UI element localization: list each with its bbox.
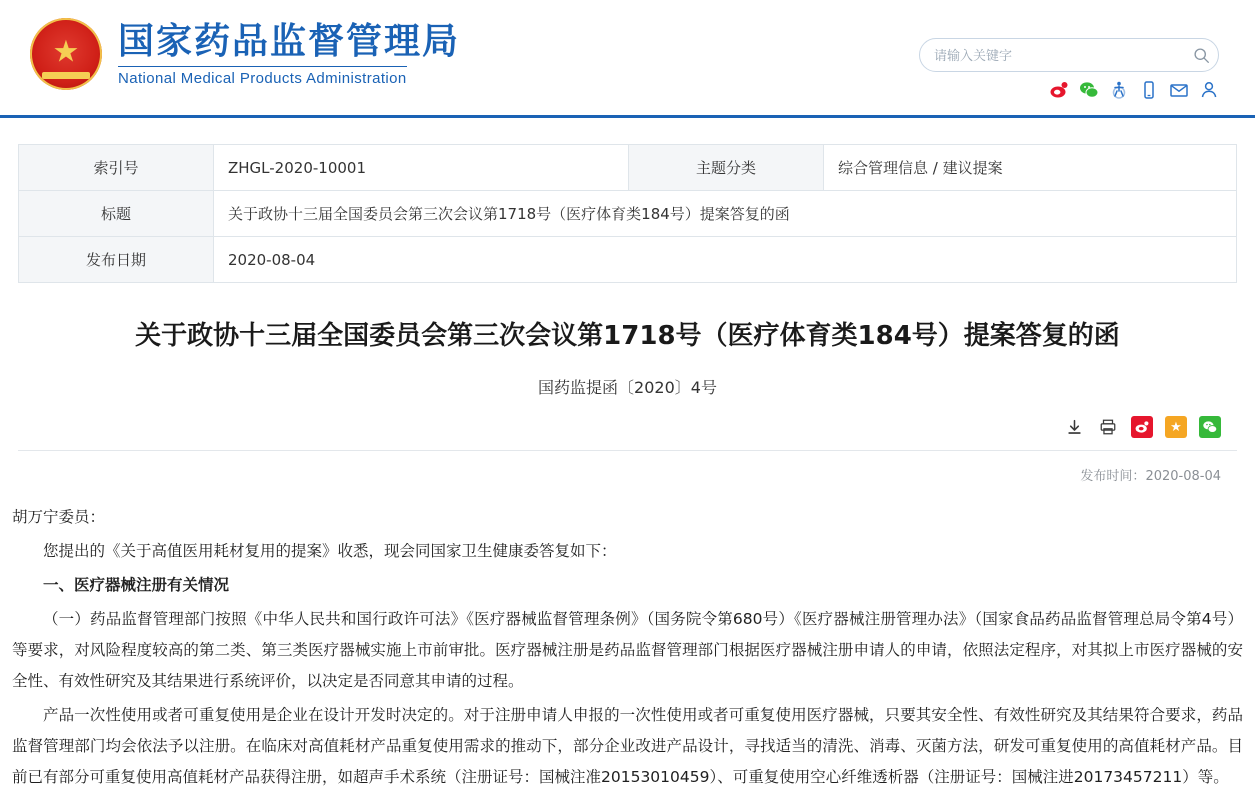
social-icon-row[interactable]	[1049, 80, 1219, 100]
search-icon	[1193, 47, 1210, 64]
meta-label-title: 标题	[19, 191, 214, 237]
body-paragraph: （一）药品监督管理部门按照《中华人民共和国行政许可法》《医疗器械监督管理条例》（国务院令第680号）《医疗器械注册管理办法》（国家食品药品监督管理总局令第4号）等要求，对风险程度较高的第二类、第三类医疗器械实施上市前审批。医疗器械注册是药品监督管理部门根据医疗器械注册申请人的申请，依照法定程序，对其拟上市医疗器械的安全性、有效性研究及其结果进行系统评价，以决定是否同意其申请的过程。	[12, 610, 1243, 690]
meta-value-date: 2020-08-04	[214, 237, 1237, 283]
publish-time-value: 2020-08-04	[1145, 469, 1221, 484]
meta-label-category: 主题分类	[629, 145, 824, 191]
meta-value-index: ZHGL-2020-10001	[214, 145, 629, 191]
document-body	[0, 484, 1255, 793]
search-box[interactable]	[919, 38, 1219, 72]
publish-time	[0, 451, 1255, 484]
metadata-table	[18, 144, 1237, 283]
weibo-icon[interactable]	[1049, 80, 1069, 100]
download-icon[interactable]	[1063, 416, 1085, 438]
org-name-en: National Medical Products Administration	[118, 66, 407, 87]
accessibility-icon[interactable]	[1109, 80, 1129, 100]
search-button[interactable]	[1184, 39, 1218, 71]
wechat-icon[interactable]	[1079, 80, 1099, 100]
brand-text	[118, 20, 460, 88]
org-name-cn: 国家药品监督管理局	[118, 21, 461, 62]
site-brand[interactable]	[30, 18, 460, 90]
user-icon[interactable]	[1199, 80, 1219, 100]
table-row	[19, 191, 1237, 237]
page-title: 关于政协十三届全国委员会第三次会议第1718号（医疗体育类184号）提案答复的函	[135, 321, 1120, 351]
publish-time-label: 发布时间：	[1080, 469, 1146, 484]
search-input[interactable]	[920, 48, 1184, 63]
site-header	[0, 0, 1255, 118]
document-number: 国药监提函〔2020〕4号	[538, 378, 717, 397]
body-paragraph: 您提出的《关于高值医用耗材复用的提案》收悉，现会同国家卫生健康委答复如下：	[43, 542, 617, 560]
salutation: 胡万宁委员：	[12, 508, 106, 526]
meta-value-title: 关于政协十三届全国委员会第三次会议第1718号（医疗体育类184号）提案答复的函	[214, 191, 1237, 237]
meta-value-category: 综合管理信息 / 建议提案	[824, 145, 1237, 191]
body-paragraph: 产品一次性使用或者可重复使用是企业在设计开发时决定的。对于注册申请人申报的一次性使用或者可重复使用医疗器械，只要其安全性、有效性研究及其结果符合要求，药品监督管理部门均会依法予以注册。在临床对高值耗材产品重复使用需求的推动下，部分企业改进产品设计，寻找适当的清洗、消毒、灭菌方法，研发可重复使用的高值耗材产品。目前已有部分可重复使用高值耗材产品获得注册，如超声手术系统（注册证号：国械注准20153010459）、可重复使用空心纤维透析器（注册证号：国械注进20173457211）等。	[12, 706, 1243, 786]
mobile-icon[interactable]	[1139, 80, 1159, 100]
national-emblem-icon	[30, 18, 102, 90]
table-row	[19, 145, 1237, 191]
document-actions[interactable]	[0, 414, 1255, 440]
body-section-heading: 一、医疗器械注册有关情况	[43, 576, 230, 594]
mail-icon[interactable]	[1169, 80, 1189, 100]
favorite-star-icon[interactable]: ★	[1165, 416, 1187, 438]
share-weibo-icon[interactable]	[1131, 416, 1153, 438]
print-icon[interactable]	[1097, 416, 1119, 438]
metadata-section	[0, 118, 1255, 283]
meta-label-date: 发布日期	[19, 237, 214, 283]
share-wechat-icon[interactable]	[1199, 416, 1221, 438]
table-row	[19, 237, 1237, 283]
meta-label-index: 索引号	[19, 145, 214, 191]
